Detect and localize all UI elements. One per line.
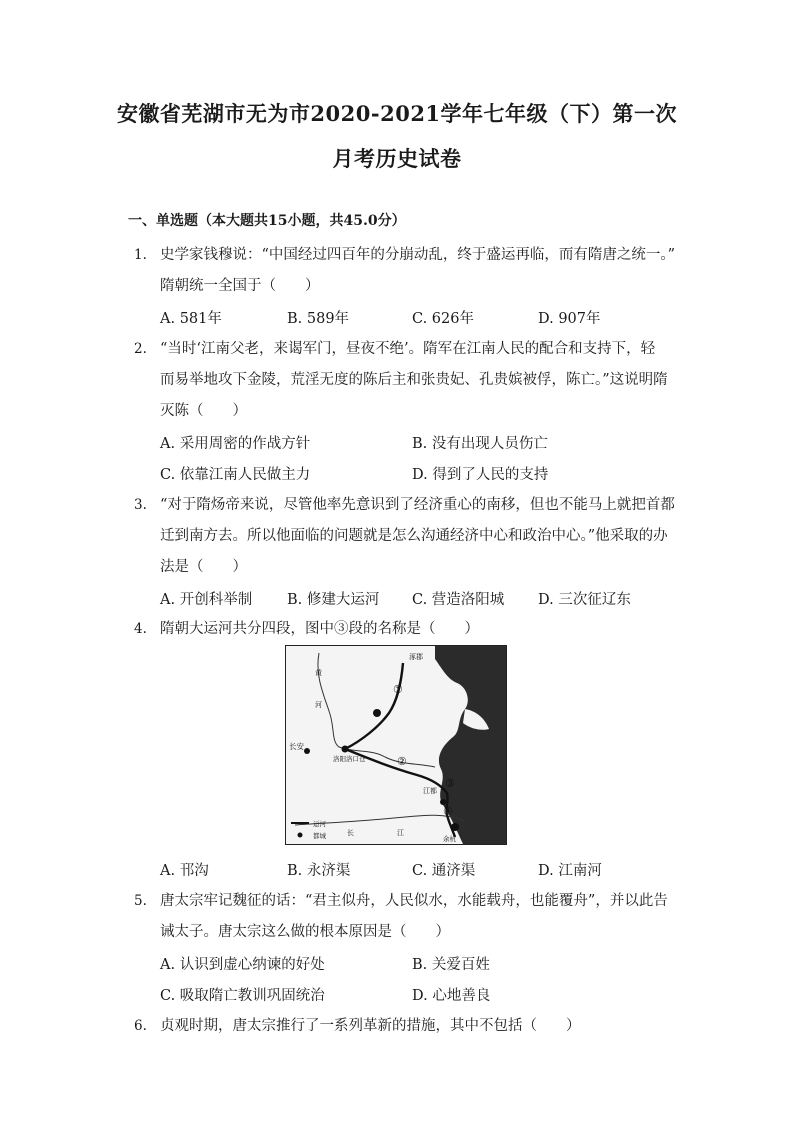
stem-line: 法是（ ） [160,559,247,575]
segment-label-3: ③ [445,777,455,790]
city-marker [451,823,459,831]
legend-capital-label: 都城 [313,833,326,840]
option-b: B. 589年 [287,311,350,327]
option-b: B. 修建大运河 [287,592,380,608]
stem-line: 唐太宗牢记魏征的话：“君主似舟，人民似水，水能载舟，也能覆舟”，并以此告 [160,893,668,909]
option-b: B. 永济渠 [287,863,351,879]
question-number: 6. [134,1018,147,1034]
map-label-luoyang: 洛阳洛口仓 [333,756,366,763]
option-c: C. 依靠江南人民做主力 [160,467,311,483]
option-d: D. 907年 [538,311,601,327]
question-number: 2. [134,341,147,357]
option-b: B. 关爱百姓 [412,957,490,973]
stem-line: 迁到南方去。所以他面临的问题就是怎么沟通经济中心和政治中心。”他采取的办 [160,528,668,544]
option-d: D. 得到了人民的支持 [412,467,549,483]
map-label-he: 河 [315,702,322,709]
map-label-changan: 长安 [289,742,304,751]
option-b: B. 没有出现人员伤亡 [412,436,548,452]
question-stem [160,490,680,583]
stem-line: 隋朝大运河共分四段，图中③段的名称是（ ） [160,621,479,637]
stem-line: “对于隋炀帝来说，尽管他率先意识到了经济重心的南移，但也不能马上就把首都 [160,497,675,513]
map-label-zhuojun: 涿郡 [409,654,423,661]
map-label-jiangdu: 江都 [423,788,437,795]
stem-line: 贞观时期，唐太宗推行了一系列革新的措施，其中不包括（ ） [160,1018,581,1034]
stem-line: 灭陈（ ） [160,403,247,419]
option-a: A. 邗沟 [160,863,209,879]
option-c: C. 营造洛阳城 [412,592,505,608]
question-number: 4. [134,621,147,637]
question-number: 5. [134,893,147,909]
segment-label-2: ② [397,755,407,768]
legend-capital-swatch [298,833,303,838]
city-marker [342,746,349,753]
segment-label-4: ④ [443,805,453,818]
map-label-huang: 黄 [315,670,322,677]
legend-canal-label: 运河 [313,821,326,828]
stem-line: “当时‘江南父老，来谒军门，昼夜不绝’。隋军在江南人民的配合和支持下，轻 [160,341,656,357]
option-a: A. 581年 [160,311,222,327]
question-number: 1. [134,247,147,263]
stem-line: 史学家钱穆说：“中国经过四百年的分崩动乱，终于盛运再临，而有隋唐之统一。” [160,247,676,263]
option-c: C. 626年 [412,311,474,327]
option-a: A. 开创科举制 [160,592,253,608]
map-label-yuhang: 余杭 [443,836,456,843]
question-number: 3. [134,497,147,513]
option-c: C. 吸取隋亡教训巩固统治 [160,988,325,1004]
question-stem [160,614,680,645]
option-d: D. 三次征辽东 [538,592,631,608]
grand-canal-map [285,645,507,845]
capital-marker [304,748,310,754]
map-label-jiang: 江 [397,830,404,837]
option-a: A. 采用周密的作战方针 [160,436,311,452]
segment-label-1: ① [393,683,403,696]
map-label-chang: 长 [347,830,354,837]
section-heading: 一、单选题（本大题共15小题，共45.0分） [128,213,406,229]
question-stem [160,886,680,948]
exam-title-line2: 月考历史试卷 [332,146,462,171]
stem-line: 诫太子。唐太宗这么做的根本原因是（ ） [160,924,450,940]
stem-line: 而易举地攻下金陵，荒淫无度的陈后主和张贵妃、孔贵嫔被俘，陈亡。”这说明隋 [160,372,668,388]
option-a: A. 认识到虚心纳谏的好处 [160,957,325,973]
city-marker [373,709,381,717]
question-stem [160,240,680,302]
option-d: D. 心地善良 [412,988,491,1004]
option-d: D. 江南河 [538,863,602,879]
question-stem [160,334,680,427]
exam-title-line1: 安徽省芜湖市无为市2020-2021学年七年级（下）第一次 [116,101,678,126]
stem-line: 隋朝统一全国于（ ） [160,278,320,294]
question-stem [160,1011,680,1042]
option-c: C. 通济渠 [412,863,476,879]
